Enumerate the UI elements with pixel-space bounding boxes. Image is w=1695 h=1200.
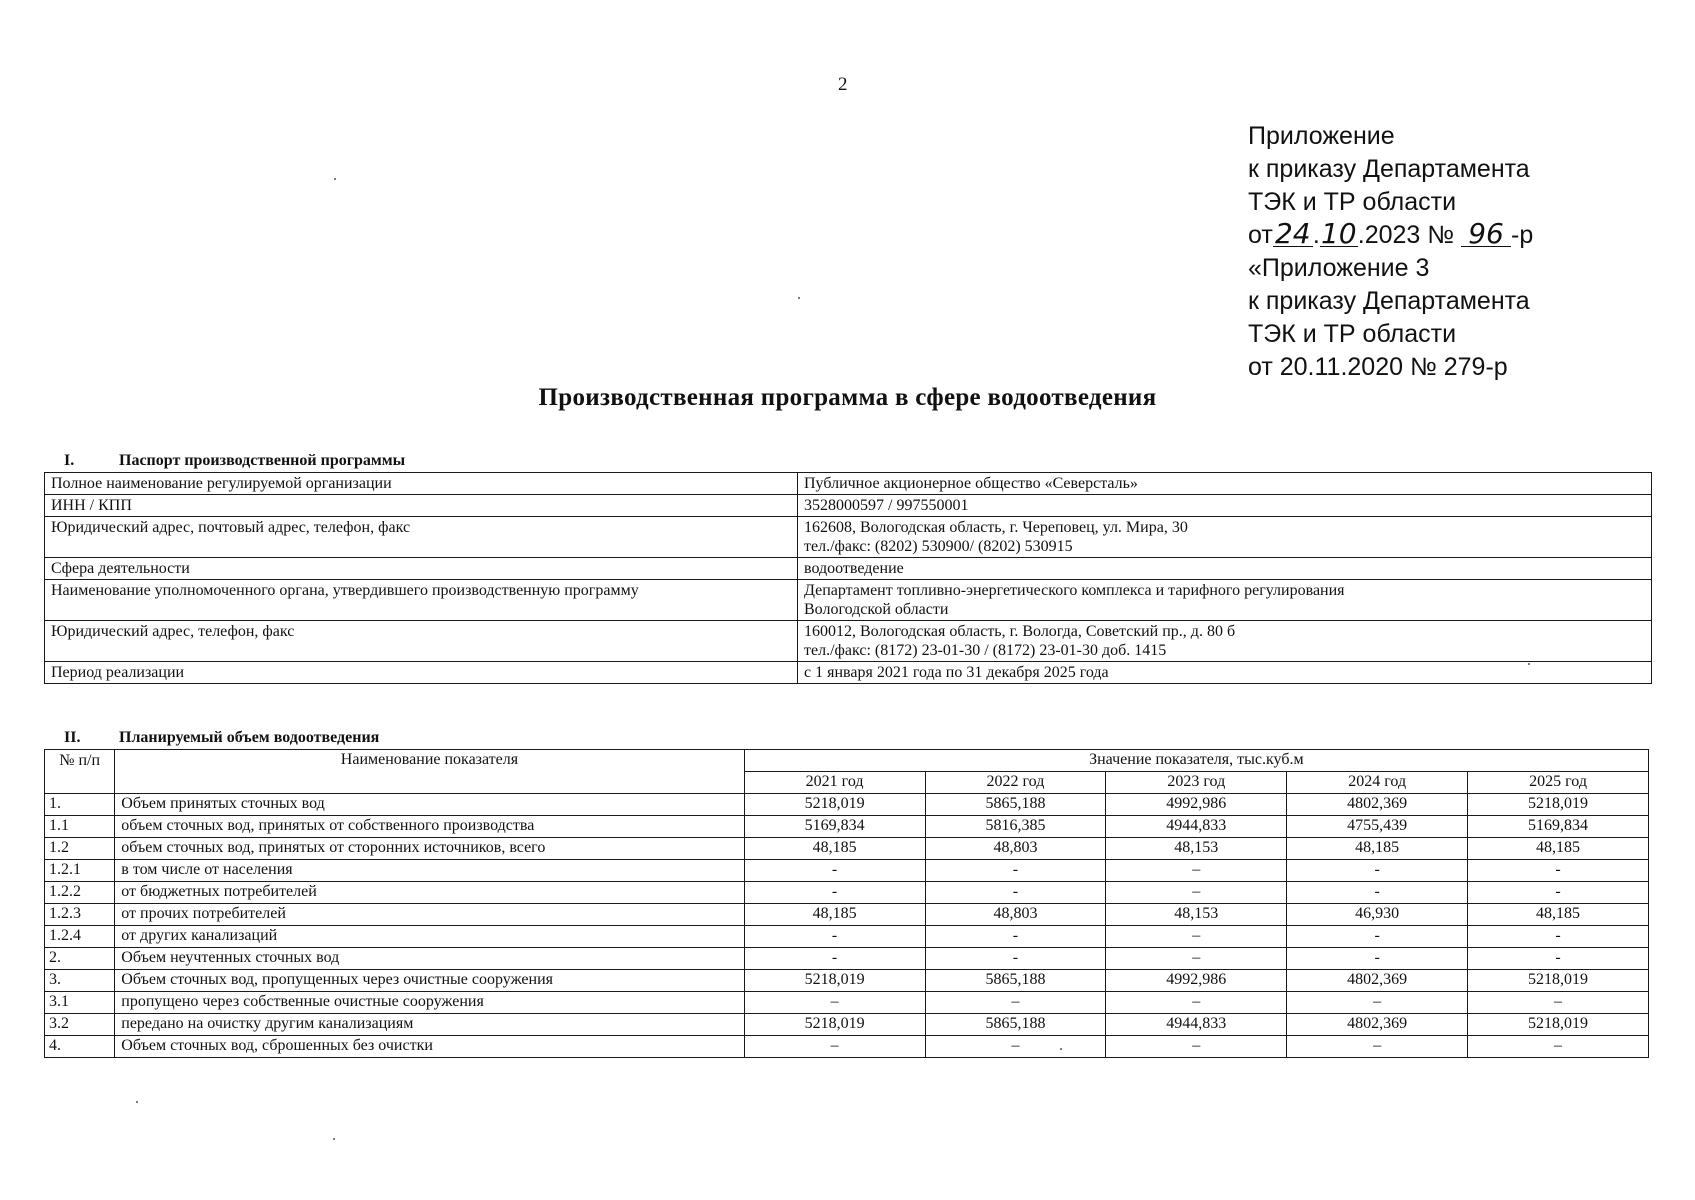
row-number: 3.1 [45, 992, 115, 1014]
row-indicator-name: объем сточных вод, принятых от собственного производства [115, 816, 744, 838]
passport-value-line: Департамент топливно-энергетического комплекса и тарифного регулирования [804, 582, 1345, 599]
row-value: 5218,019 [1468, 1014, 1649, 1036]
volume-table [44, 749, 1649, 1058]
passport-label: Наименование уполномоченного органа, утвердившего производственную программу [45, 580, 798, 621]
row-value: – [1106, 1036, 1287, 1058]
passport-row [45, 495, 1652, 517]
row-value: 48,185 [1468, 838, 1649, 860]
row-indicator-name: Объем неучтенных сточных вод [115, 948, 744, 970]
row-value: 5218,019 [1468, 970, 1649, 992]
order-prefix: от [1248, 221, 1273, 249]
appendix-line-8: от 20.11.2020 № 279-р [1248, 353, 1508, 381]
volume-row [45, 1014, 1649, 1036]
row-value: 4802,369 [1287, 794, 1468, 816]
passport-label: ИНН / КПП [45, 495, 798, 517]
passport-row [45, 473, 1652, 495]
passport-row [45, 580, 1652, 621]
row-indicator-name: Объем принятых сточных вод [115, 794, 744, 816]
scan-speck [136, 1101, 138, 1103]
appendix-line-6: к приказу Департамента [1248, 287, 1530, 315]
order-number-handwritten: 96 [1461, 222, 1511, 247]
row-value: 48,185 [744, 838, 925, 860]
volume-row [45, 904, 1649, 926]
passport-label: Юридический адрес, почтовый адрес, телефон, факс [45, 517, 798, 558]
passport-value [798, 473, 1652, 495]
passport-value-line: 3528000597 / 997550001 [804, 497, 969, 514]
row-value: – [1468, 1036, 1649, 1058]
row-value: 4944,833 [1106, 816, 1287, 838]
year-header: 2023 год [1106, 772, 1287, 794]
row-value: - [744, 926, 925, 948]
row-indicator-name: передано на очистку другим канализациям [115, 1014, 744, 1036]
volume-row [45, 992, 1649, 1014]
order-suffix: -р [1511, 221, 1534, 249]
row-number: 4. [45, 1036, 115, 1058]
row-number: 2. [45, 948, 115, 970]
row-number: 3. [45, 970, 115, 992]
row-value: – [1468, 992, 1649, 1014]
row-value: – [925, 1036, 1106, 1058]
passport-label: Полное наименование регулируемой организации [45, 473, 798, 495]
row-value: 5865,188 [925, 970, 1106, 992]
section-1-roman: I. [64, 452, 75, 469]
appendix-line-3: ТЭК и ТР области [1248, 188, 1457, 216]
appendix-line-7: ТЭК и ТР области [1248, 320, 1457, 348]
row-value: 48,185 [1287, 838, 1468, 860]
row-value: – [1287, 992, 1468, 1014]
row-value: – [1106, 992, 1287, 1014]
appendix-block [1248, 120, 1533, 384]
row-value: - [925, 860, 1106, 882]
row-value: 5218,019 [1468, 794, 1649, 816]
row-value: - [1287, 882, 1468, 904]
row-value: 4802,369 [1287, 970, 1468, 992]
passport-value-line: с 1 января 2021 года по 31 декабря 2025 года [804, 664, 1109, 681]
passport-label: Сфера деятельности [45, 558, 798, 580]
row-number: 1.2.3 [45, 904, 115, 926]
passport-value-line: 162608, Вологодская область, г. Череповец, ул. Мира, 30 [804, 519, 1188, 536]
passport-value-line: тел./факс: (8202) 530900/ (8202) 530915 [804, 538, 1073, 555]
passport-value [798, 580, 1652, 621]
volume-row [45, 860, 1649, 882]
row-value: 48,153 [1106, 904, 1287, 926]
row-number: 1. [45, 794, 115, 816]
col-header-num-text: № п/п [59, 752, 101, 769]
row-value: 5218,019 [744, 1014, 925, 1036]
row-number: 1.2.4 [45, 926, 115, 948]
row-value: - [1468, 882, 1649, 904]
row-value: - [1287, 926, 1468, 948]
passport-value-line: Вологодской области [804, 601, 949, 618]
row-value: 4992,986 [1106, 970, 1287, 992]
scan-speck [334, 178, 336, 180]
section-1-title: Паспорт производственной программы [119, 452, 406, 469]
row-value: 5218,019 [744, 794, 925, 816]
order-day-handwritten: 24 [1273, 222, 1313, 247]
appendix-line-2: к приказу Департамента [1248, 155, 1530, 183]
row-value: 48,153 [1106, 838, 1287, 860]
row-indicator-name: Объем сточных вод, сброшенных без очистки [115, 1036, 744, 1058]
col-header-num [45, 750, 115, 794]
row-indicator-name: от бюджетных потребителей [115, 882, 744, 904]
row-indicator-name: в том числе от населения [115, 860, 744, 882]
passport-value [798, 495, 1652, 517]
row-value: 5865,188 [925, 1014, 1106, 1036]
year-header: 2024 год [1287, 772, 1468, 794]
row-value: 5218,019 [744, 970, 925, 992]
volume-row [45, 794, 1649, 816]
row-value: – [1287, 1036, 1468, 1058]
row-value: – [1106, 948, 1287, 970]
row-value: - [744, 948, 925, 970]
row-value: – [925, 992, 1106, 1014]
row-value: 48,803 [925, 838, 1106, 860]
row-value: 4755,439 [1287, 816, 1468, 838]
row-number: 1.2.1 [45, 860, 115, 882]
row-value: - [744, 882, 925, 904]
passport-label: Юридический адрес, телефон, факс [45, 621, 798, 662]
row-value: 48,185 [1468, 904, 1649, 926]
volume-row [45, 1036, 1649, 1058]
row-number: 1.2 [45, 838, 115, 860]
row-value: – [1106, 926, 1287, 948]
volume-row [45, 816, 1649, 838]
row-value: - [925, 926, 1106, 948]
passport-row [45, 517, 1652, 558]
row-number: 1.2.2 [45, 882, 115, 904]
volume-row [45, 926, 1649, 948]
row-indicator-name: объем сточных вод, принятых от сторонних источников, всего [115, 838, 744, 860]
passport-value-line: тел./факс: (8172) 23-01-30 / (8172) 23-01-30 доб. 1415 [804, 642, 1167, 659]
appendix-line-1: Приложение [1248, 122, 1395, 150]
section-1-heading [44, 452, 405, 470]
row-value: 5169,834 [744, 816, 925, 838]
year-header: 2021 год [744, 772, 925, 794]
year-header: 2022 год [925, 772, 1106, 794]
year-header: 2025 год [1468, 772, 1649, 794]
passport-value-line: Публичное акционерное общество «Северсталь» [804, 475, 1138, 492]
scan-speck [1060, 1048, 1062, 1050]
appendix-line-5: «Приложение 3 [1248, 254, 1430, 282]
passport-table [44, 472, 1652, 684]
volume-row [45, 948, 1649, 970]
appendix-order-line: от24.10.2023 № 96 -р [1248, 217, 1534, 250]
row-value: - [1287, 948, 1468, 970]
passport-value [798, 558, 1652, 580]
row-value: - [744, 860, 925, 882]
row-indicator-name: от других канализаций [115, 926, 744, 948]
row-value: – [1106, 860, 1287, 882]
passport-value-line: 160012, Вологодская область, г. Вологда, Советский пр., д. 80 б [804, 623, 1236, 640]
row-value: 46,930 [1287, 904, 1468, 926]
row-value: - [1468, 926, 1649, 948]
row-value: - [925, 948, 1106, 970]
row-indicator-name: пропущено через собственные очистные сооружения [115, 992, 744, 1014]
row-value: – [744, 992, 925, 1014]
col-header-value: Значение показателя, тыс.куб.м [744, 750, 1648, 772]
row-value: 5169,834 [1468, 816, 1649, 838]
row-number: 1.1 [45, 816, 115, 838]
passport-label: Период реализации [45, 662, 798, 684]
row-value: – [744, 1036, 925, 1058]
section-2-roman: II. [64, 729, 81, 746]
row-value: 4802,369 [1287, 1014, 1468, 1036]
row-value: 5816,385 [925, 816, 1106, 838]
volume-row [45, 882, 1649, 904]
passport-row [45, 662, 1652, 684]
row-indicator-name: Объем сточных вод, пропущенных через очистные сооружения [115, 970, 744, 992]
row-value: - [925, 882, 1106, 904]
row-value: 48,803 [925, 904, 1106, 926]
row-value: - [1468, 860, 1649, 882]
scan-speck [798, 297, 800, 299]
passport-value [798, 621, 1652, 662]
scan-speck [333, 1138, 335, 1140]
passport-value [798, 517, 1652, 558]
row-number: 3.2 [45, 1014, 115, 1036]
order-year: .2023 № [1357, 221, 1455, 249]
row-value: 4992,986 [1106, 794, 1287, 816]
document-title: Производственная программа в сфере водоотведения [538, 384, 1157, 411]
passport-value-line: водоотведение [804, 560, 904, 577]
volume-row [45, 970, 1649, 992]
row-indicator-name: от прочих потребителей [115, 904, 744, 926]
volume-row [45, 838, 1649, 860]
section-2-heading [44, 729, 379, 747]
passport-row [45, 621, 1652, 662]
row-value: 4944,833 [1106, 1014, 1287, 1036]
section-2-title: Планируемый объем водоотведения [119, 729, 380, 746]
passport-row [45, 558, 1652, 580]
scan-speck [1528, 663, 1530, 665]
passport-value [798, 662, 1652, 684]
col-header-name: Наименование показателя [115, 750, 744, 794]
row-value: – [1106, 882, 1287, 904]
row-value: - [1468, 948, 1649, 970]
row-value: 5865,188 [925, 794, 1106, 816]
row-value: 48,185 [744, 904, 925, 926]
page-number: 2 [838, 74, 848, 95]
row-value: - [1287, 860, 1468, 882]
order-month-handwritten: 10 [1320, 217, 1357, 250]
